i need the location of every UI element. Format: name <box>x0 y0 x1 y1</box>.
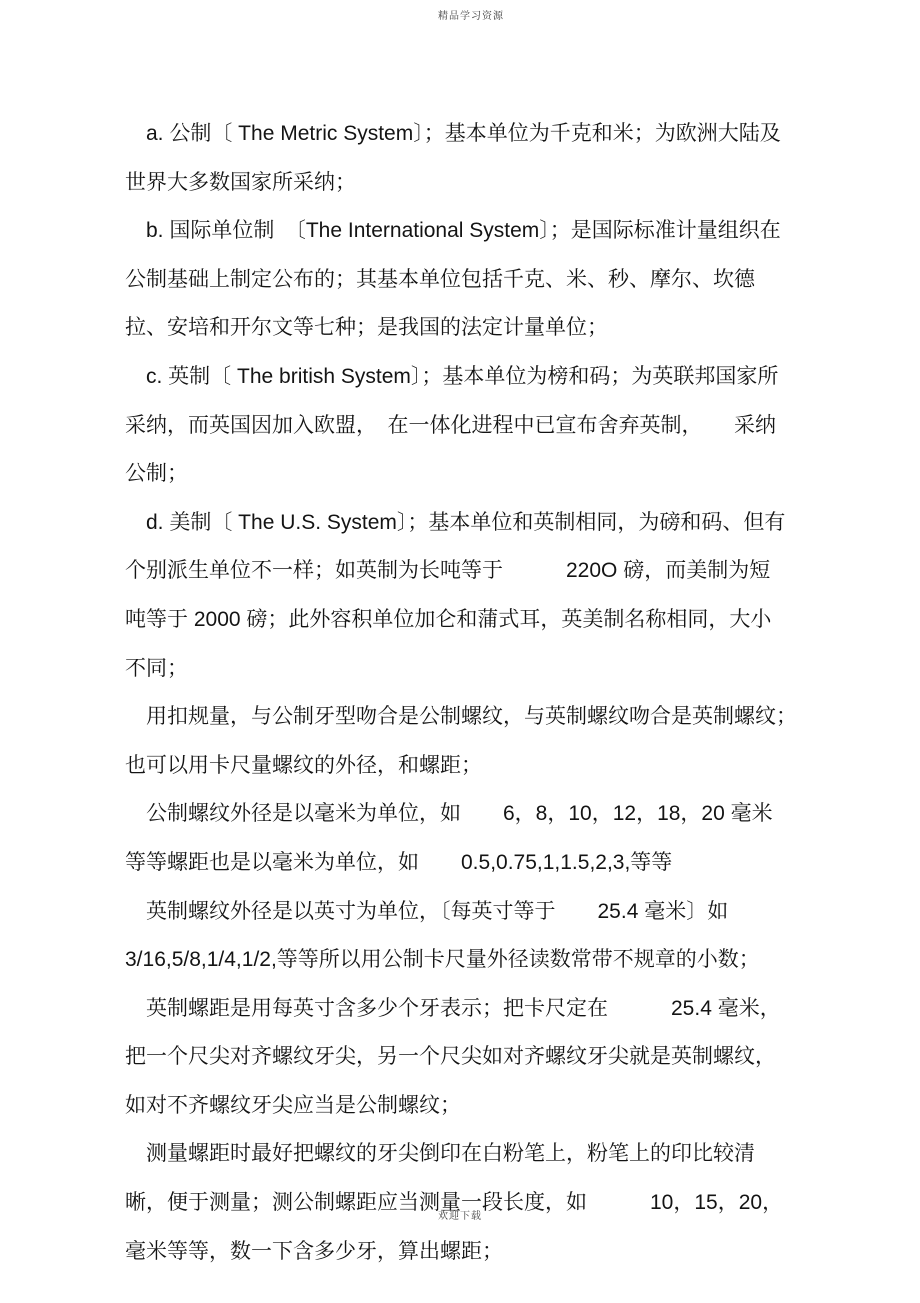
paragraph: c. 英制〔 The british System〕；基本单位为榜和码；为英联邦国家所采纳，而英国因加入欧盟， 在一体化进程中已宣布舍弃英制， 采纳公制； <box>125 364 779 486</box>
paragraph: d. 美制〔 The U.S. System〕；基本单位和英制相同，为磅和码、但有个别派生单位不一样；如英制为长吨等于 220O 磅，而美制为短吨等于 2000 磅；此外容积单位加仑和蒲式耳，英美制名称相同，大小不同； <box>125 510 786 680</box>
paragraph: 英制螺距是用每英寸含多少个牙表示；把卡尺定在 25.4 毫米，把一个尺尖对齐螺纹牙尖，另一个尺尖如对齐螺纹牙尖就是英制螺纹， 如对不齐螺纹牙尖应当是公制螺纹； <box>125 996 850 1117</box>
footer-watermark: 欢迎下载 <box>438 1211 482 1222</box>
paragraph: 英制螺纹外径是以英寸为单位，〔每英寸等于 25.4 毫米〕如 3/16,5/8,1/4,1/2,等等所以用公制卡尺量外径读数常带不规章的小数； <box>125 899 760 972</box>
paragraph: 用扣规量，与公制牙型吻合是公制螺纹，与英制螺纹吻合是英制螺纹； 也可以用卡尺量螺纹的外径，和螺距； <box>125 705 808 777</box>
paragraph: 公制螺纹外径是以毫米为单位，如 6，8，10，12，18，20 毫米等等螺距也是以毫米为单位，如 0.5,0.75,1,1.5,2,3,等等 <box>125 802 773 874</box>
paragraph: a. 公制〔 The Metric System〕；基本单位为千克和米；为欧洲大陆及世界大多数国家所采纳； <box>125 122 781 194</box>
header-watermark: 精品学习资源 <box>438 11 504 22</box>
paragraph: 测量螺距时最好把螺纹的牙尖倒印在白粉笔上，粉笔上的印比较清晰，便于测量；测公制螺距应当测量一段长度，如 10，15，20，毫米等等，数一下含多少牙，算出螺距； <box>125 1142 784 1263</box>
document-body <box>125 110 850 1276</box>
paragraph: b. 国际单位制 〔The International System〕；是国际标准计量组织在公制基础上制定公布的；其基本单位包括千克、米、秒、摩尔、坎德拉、安培和开尔文等七种；是我国的法定计量单位； <box>125 219 781 340</box>
